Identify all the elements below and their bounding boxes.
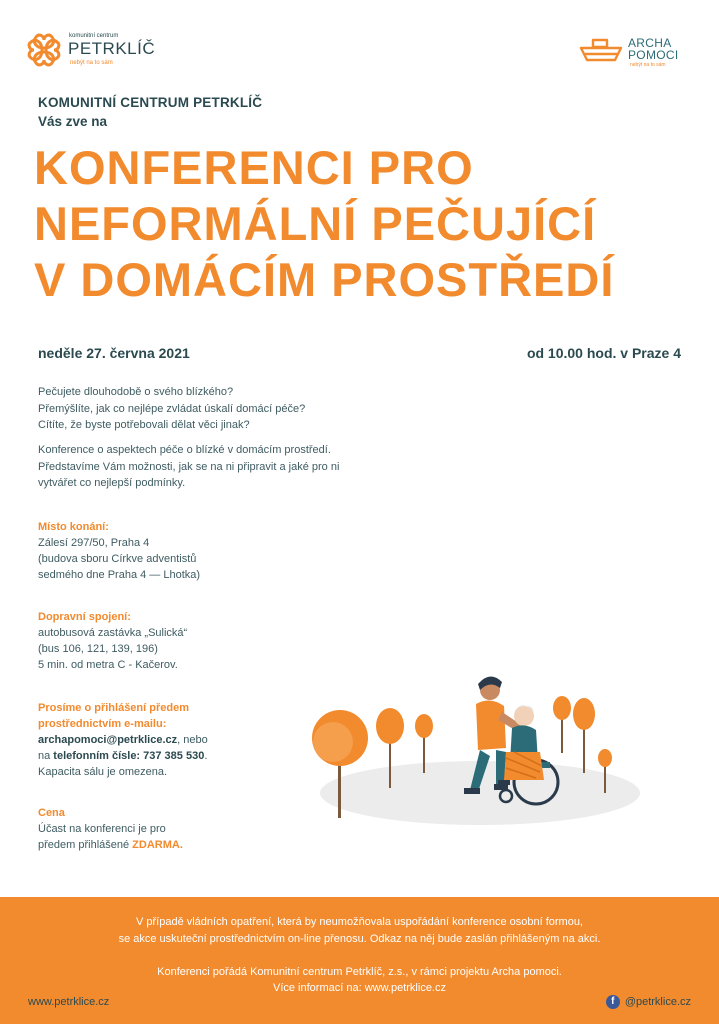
- transport-heading: Dopravní spojení:: [38, 611, 131, 623]
- caregiver-illustration: [300, 668, 640, 828]
- footer-org-line: Více informací na: www.petrklice.cz: [272, 982, 446, 994]
- facebook-handle: @petrklice.cz: [624, 996, 691, 1008]
- conference-title: [34, 140, 704, 308]
- footer-notice-line: V případě vládních opatření, která by neumožňovala uspořádání konference osobní formou,: [135, 916, 583, 928]
- registration-section: [38, 700, 208, 780]
- event-time-place: od 10.00 hod. v Praze 4: [526, 345, 681, 361]
- ark-boat-icon: [578, 38, 624, 64]
- invite-text: Vás zve na: [38, 114, 108, 129]
- logo-small-text: komunitní centrum: [69, 33, 119, 39]
- organizer-name: KOMUNITNÍ CENTRUM PETRKLÍČ: [38, 95, 263, 110]
- website-link[interactable]: www.petrklice.cz: [28, 996, 110, 1008]
- facebook-icon: f: [606, 995, 620, 1009]
- archa-line1: ARCHA: [628, 36, 672, 50]
- tree-icon: [553, 696, 571, 753]
- archa-pomoci-logo: [578, 34, 688, 74]
- petrklic-logo: [24, 30, 154, 74]
- footer-notice: [0, 914, 719, 948]
- phone-prefix: na: [38, 750, 54, 762]
- footer-band: [0, 897, 719, 1024]
- phone-suffix: .: [204, 750, 208, 762]
- registration-heading: prostřednictvím e-mailu:: [38, 718, 167, 730]
- archa-tagline: nebýt na to sám: [630, 62, 666, 68]
- logo-tagline: nebýt na to sám: [70, 60, 113, 66]
- venue-line: sedmého dne Praha 4 — Lhotka): [38, 569, 201, 581]
- intro-description: [38, 442, 339, 492]
- archa-line2: POMOCI: [628, 48, 679, 62]
- intro-line: Přemýšlíte, jak co nejlépe zvládat úskalí domácí péče?: [38, 402, 306, 415]
- intro-line: Pečujete dlouhodobě o svého blízkého?: [38, 386, 234, 398]
- capacity-note: Kapacita sálu je omezena.: [38, 766, 168, 778]
- registration-email-line: [38, 732, 208, 748]
- price-section: [38, 805, 183, 853]
- title-line: NEFORMÁLNÍ PEČUJÍCÍ: [34, 197, 597, 250]
- footer-org-line: Konferenci pořádá Komunitní centrum Petrklíč, z.s., v rámci projektu Archa pomoci.: [157, 966, 562, 978]
- intro-line: Konference o aspektech péče o blízké v domácím prostředí.: [38, 444, 331, 456]
- registration-email-link[interactable]: archapomoci@petrklice.cz: [38, 734, 178, 746]
- footer-notice-line: se akce uskuteční prostřednictvím on-line přenosu. Odkaz na něj bude zaslán přihlášeným na akci.: [118, 933, 601, 945]
- title-line: V DOMÁCÍM PROSTŘEDÍ: [34, 253, 615, 306]
- facebook-link[interactable]: [606, 995, 691, 1009]
- venue-heading: Místo konání:: [38, 521, 109, 533]
- price-heading: Cena: [38, 807, 65, 819]
- clover-logo-icon: [24, 30, 64, 70]
- transport-line: autobusová zastávka „Sulická“: [38, 627, 188, 639]
- email-suffix: , nebo: [177, 734, 208, 746]
- transport-line: 5 min. od metra C - Kačerov.: [38, 659, 178, 671]
- registration-phone-line: [38, 748, 208, 764]
- logo-name: PETRKLÍČ: [68, 39, 156, 58]
- price-line: Účast na konferenci je pro: [38, 823, 166, 835]
- title-line: KONFERENCI PRO: [34, 141, 474, 194]
- intro-line: vytvářet co nejlepší podmínky.: [38, 477, 186, 489]
- registration-heading: Prosíme o přihlášení předem: [38, 702, 189, 714]
- intro-line: Představíme Vám možnosti, jak se na ni připravit a jaké pro ni: [38, 460, 340, 473]
- intro-line: Cítíte, že byste potřebovali dělat věci jinak?: [38, 419, 250, 431]
- tree-icon: [573, 698, 595, 773]
- event-date: neděle 27. června 2021: [38, 345, 190, 361]
- venue-section: [38, 519, 200, 583]
- transport-section: [38, 609, 187, 673]
- venue-line: Zálesí 297/50, Praha 4: [38, 537, 150, 549]
- price-line: [38, 837, 183, 853]
- venue-line: (budova sboru Církve adventistů: [38, 553, 197, 565]
- registration-phone[interactable]: telefonním čísle: 737 385 530: [53, 750, 205, 762]
- transport-line: (bus 106, 121, 139, 196): [38, 643, 158, 655]
- footer-organizer: [0, 964, 719, 996]
- intro-questions: [38, 384, 305, 434]
- price-prefix: předem přihlášené: [38, 839, 133, 851]
- price-free: ZDARMA.: [132, 839, 183, 851]
